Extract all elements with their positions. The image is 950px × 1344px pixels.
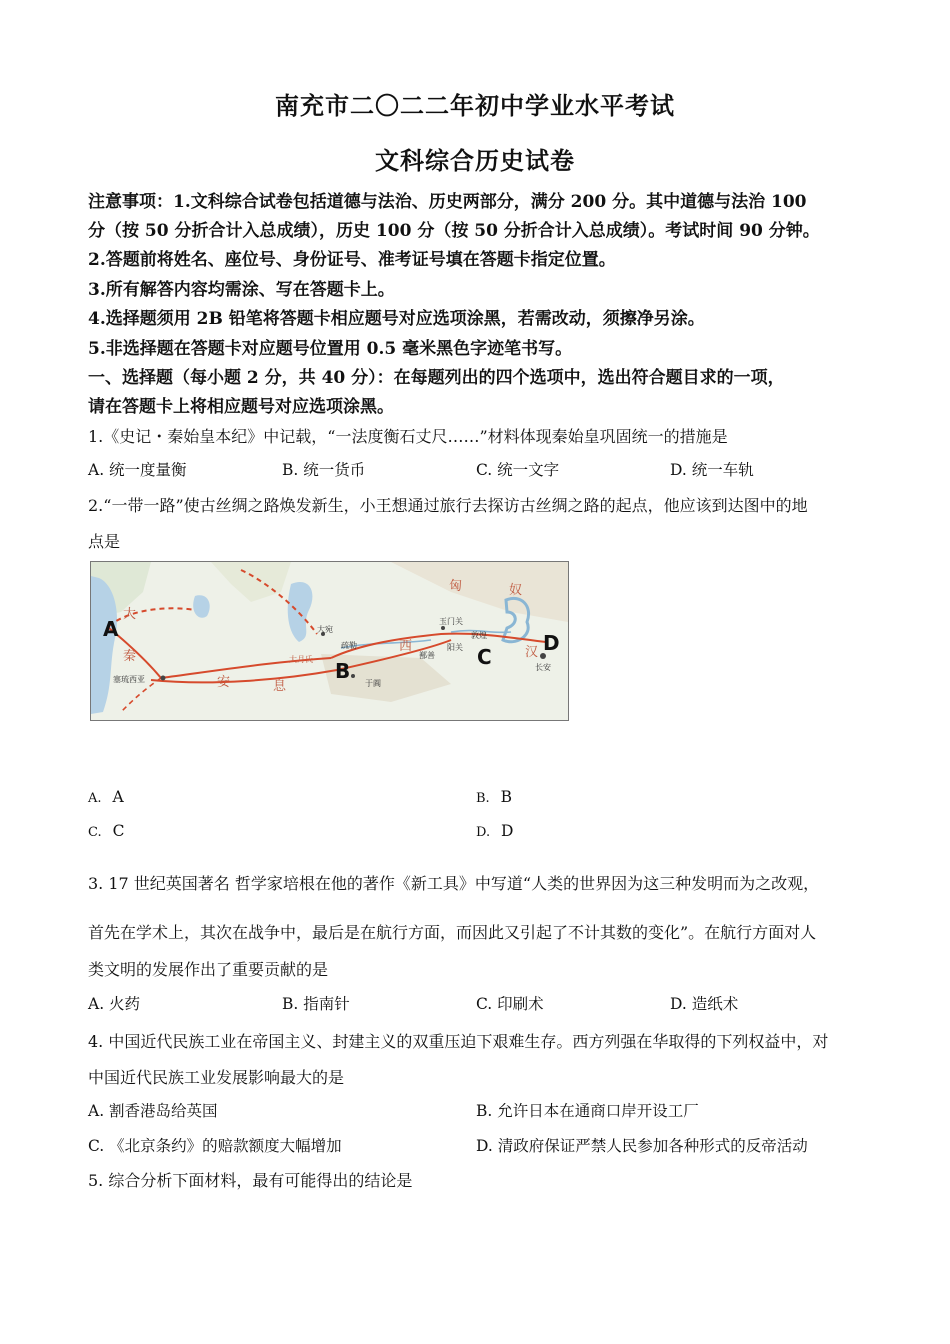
question-3-stem: 首先在学术上，其次在战争中，最后是在航行方面，而因此又引起了不计其数的变化”。在航行方面对人: [88, 923, 817, 942]
map-marker-a: A: [103, 617, 119, 641]
map-region-label: 大: [123, 607, 137, 622]
map-place-label: 长安: [535, 663, 551, 672]
map-place-label: 敦煌: [471, 631, 487, 640]
map-marker-d: D: [543, 631, 560, 655]
question-4-stem: 中国近代民族工业发展影响最大的是: [88, 1068, 345, 1087]
map-region-label: 安: [217, 675, 231, 690]
q1-option-a[interactable]: A. 统一度量衡: [88, 461, 187, 479]
question-1-stem: 1.《史记・秦始皇本纪》中记载，“一法度衡石丈尺……”材料体现秦始皇巩固统一的措施是: [88, 427, 728, 446]
map-place-label: 于阗: [365, 679, 381, 688]
question-3-stem: 3. 17 世纪英国著名 哲学家培根在他的著作《新工具》中写道“人类的世界因为这三种发明而为之改观，: [88, 874, 820, 893]
section-heading: 一、选择题（每小题 2 分，共 40 分）：在每题列出的四个选项中，选出符合题目求的一项，: [88, 368, 785, 388]
notes-line: 4.选择题须用 2B 铅笔将答题卡相应题号对应选项涂黑，若需改动，须擦净另涂。: [88, 309, 705, 329]
map-marker-b: B: [335, 659, 351, 683]
map-place-label: 阳关: [447, 643, 463, 652]
q2-option-letter: B.: [476, 791, 490, 806]
q1-option-d[interactable]: D. 统一车轨: [670, 461, 754, 479]
notes-line: 3.所有解答内容均需涂、写在答题卡上。: [88, 280, 395, 300]
q1-option-b[interactable]: B. 统一货币: [282, 461, 366, 479]
q3-option-c[interactable]: C. 印刷术: [476, 995, 544, 1013]
q3-option-b[interactable]: B. 指南针: [282, 995, 350, 1013]
q2-option-letter: A.: [88, 791, 102, 806]
map-region-label: 汉: [525, 645, 539, 660]
q2-option-text: A: [112, 788, 124, 806]
notes-line: 2.答题前将姓名、座位号、身份证号、准考证号填在答题卡指定位置。: [88, 250, 616, 270]
q2-option-c[interactable]: [88, 822, 124, 840]
q2-option-d[interactable]: [476, 822, 513, 840]
map-region-label: 奴: [509, 583, 523, 598]
question-3-stem: 类文明的发展作出了重要贡献的是: [88, 960, 329, 979]
question-5-stem: 5. 综合分析下面材料，最有可能得出的结论是: [88, 1171, 413, 1190]
q4-option-d[interactable]: D. 清政府保证严禁人民参加各种形式的反帝活动: [476, 1137, 808, 1155]
q2-option-letter: D.: [476, 825, 491, 840]
question-4-stem: 4. 中国近代民族工业在帝国主义、封建主义的双重压迫下艰难生存。西方列强在华取得的下列权益中，对: [88, 1032, 829, 1051]
map-region-label: 西: [399, 639, 413, 654]
notes-line: 5.非选择题在答题卡对应题号位置用 0.5 毫米黑色字迹笔书写。: [88, 339, 573, 359]
q4-option-c[interactable]: C. 《北京条约》的赔款额度大幅增加: [88, 1137, 342, 1155]
q2-option-text: C: [112, 822, 125, 840]
q4-option-b[interactable]: B. 允许日本在通商口岸开设工厂: [476, 1102, 699, 1120]
q3-option-a[interactable]: A. 火药: [88, 995, 141, 1013]
silk-road-map: [90, 561, 569, 721]
q2-option-a[interactable]: [88, 788, 124, 806]
map-region-label: 秦: [123, 649, 137, 664]
map-region-label: 匈: [449, 579, 463, 594]
q1-option-c[interactable]: C. 统一文字: [476, 461, 560, 479]
q2-option-text: D: [501, 822, 514, 840]
map-marker-c: C: [477, 645, 492, 669]
q3-option-d[interactable]: D. 造纸术: [670, 995, 739, 1013]
map-place-label: 疏勒: [341, 641, 357, 650]
question-2-stem: 点是: [88, 532, 121, 551]
map-region-label: 息: [273, 679, 287, 694]
map-place-label: 大月氏: [289, 655, 313, 664]
paper-subtitle: 文科综合历史试卷: [375, 146, 575, 175]
question-2-stem: 2.“一带一路”使古丝绸之路焕发新生，小王想通过旅行去探访古丝绸之路的起点，他应该到达图中的地: [88, 496, 808, 515]
map-place-label: 鄯善: [419, 651, 435, 660]
page-title: 南充市二〇二二年初中学业水平考试: [275, 91, 675, 120]
map-place-label: 塞琉西亚: [113, 675, 145, 684]
map-place-label: 玉门关: [439, 617, 463, 626]
notes-line: 注意事项：1.文科综合试卷包括道德与法治、历史两部分，满分 200 分。其中道德与法治 100: [88, 192, 807, 212]
q2-option-letter: C.: [88, 825, 102, 840]
section-heading: 请在答题卡上将相应题号对应选项涂黑。: [88, 397, 394, 417]
q2-option-b[interactable]: [476, 788, 512, 806]
notes-line: 分（按 50 分折合计入总成绩），历史 100 分（按 50 分折合计入总成绩）。考试时间 90 分钟。: [88, 221, 820, 241]
q4-option-a[interactable]: A. 割香港岛给英国: [88, 1102, 218, 1120]
q2-option-text: B: [500, 788, 513, 806]
map-place-label: 大宛: [317, 625, 333, 634]
